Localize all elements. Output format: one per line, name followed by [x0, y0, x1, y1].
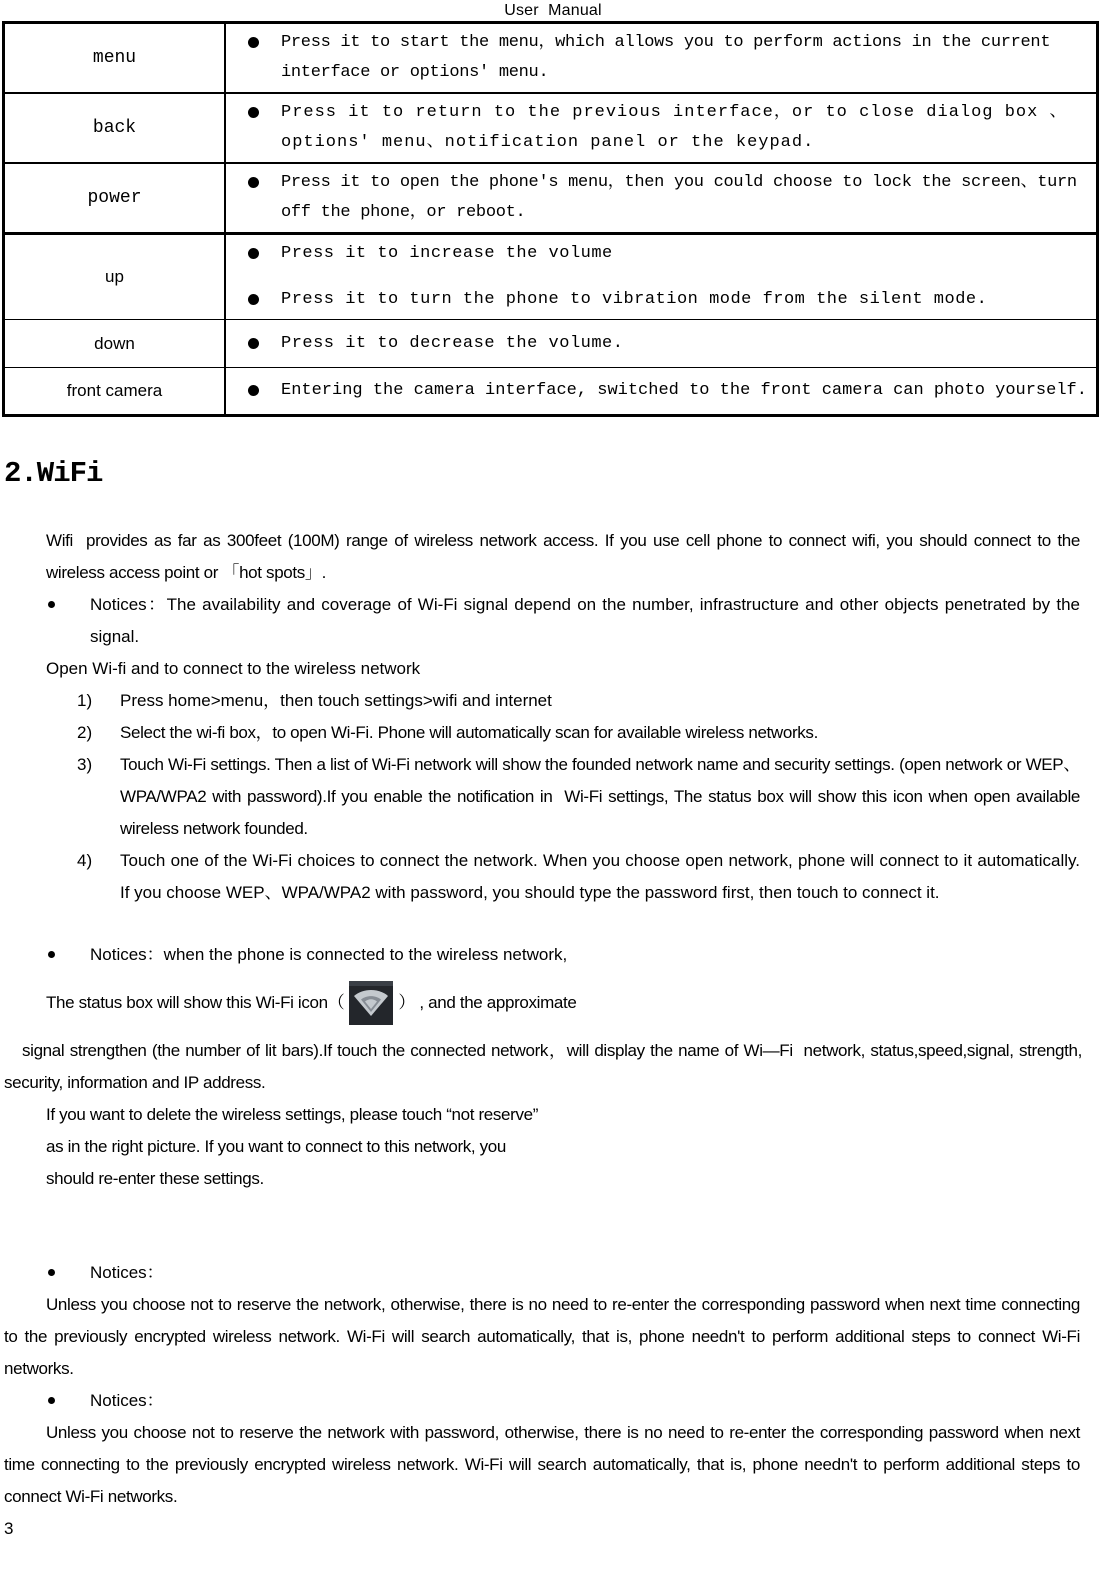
row-content [226, 320, 1096, 367]
step-text: Touch one of the Wi-Fi choices to connect the network. When you choose open network, phone will connect to it automatically. If you choose WEP、WPA/WPA2 with password, you should type the password first, then touch to connect it. [120, 851, 1085, 902]
wifi-section [0, 525, 1106, 1513]
status-icon-line [46, 977, 1106, 1029]
bullet-text: Press it to increase the volume [281, 244, 613, 263]
bullet-item [246, 285, 1088, 315]
step-item-1 [77, 685, 1080, 717]
bullet-text: Press it to open the phone's menu，then you could choose to lock the screen、turn off the phone，or reboot. [281, 173, 1087, 222]
row-content [226, 235, 1096, 319]
step-number: 4) [77, 851, 93, 870]
step-text: Select the wi-fi box，to open Wi-Fi. Phone will automatically scan for available wireless networks. [120, 723, 818, 742]
notice-reserve-password-body: Unless you choose not to reserve the network with password, otherwise, there is no need to re-enter the corresponding password when next time connecting to the previously encrypted wireless network. Wi-Fi will search automatically, that is, phone needn't to perform additional steps to connect Wi-Fi networks. [4, 1423, 1085, 1506]
notice-connected [48, 939, 1080, 971]
section-heading: 2.WiFi [4, 457, 103, 490]
bullet-icon [248, 37, 259, 48]
row-label-back: back [5, 94, 226, 162]
row-label-power: power [5, 164, 226, 232]
bullet-item [246, 168, 1088, 228]
signal-paragraph: signal strengthen (the number of lit bars).If touch the connected network，will display the name of Wi—Fi network, status,speed,signal, strength, security, information and IP address. [4, 1041, 1087, 1092]
step-text: Touch Wi-Fi settings. Then a list of Wi-Fi network will show the founded network name and security settings. (open network or WEP、WPA/WPA2 with password).If you enable the notification in Wi-Fi settings, The status box will show this icon when open available wireless network founded. [120, 755, 1085, 838]
notice-text: Notices：when the phone is connected to the wireless network, [90, 945, 568, 964]
wifi-status-icon [349, 981, 393, 1025]
row-content [226, 368, 1096, 414]
delete-settings-line: should re-enter these settings. [46, 1169, 264, 1188]
step-text: Press home>menu，then touch settings>wifi and internet [120, 691, 552, 710]
row-label-down: down [5, 320, 226, 367]
step-number: 3) [77, 755, 93, 774]
bullet-text: Press it to decrease the volume. [281, 333, 624, 353]
row-content [226, 24, 1096, 92]
notice-reserve [48, 1257, 1080, 1289]
row-label-up: up [5, 235, 226, 319]
bullet-icon [48, 951, 55, 958]
table-row-down [5, 319, 1096, 367]
delete-settings-line: If you want to delete the wireless settings, please touch “not reserve” [46, 1105, 539, 1124]
table-row-front-camera [5, 367, 1096, 414]
notice-reserve-body: Unless you choose not to reserve the network, otherwise, there is no need to re-enter the corresponding password when next time connecting to the previously encrypted wireless network. Wi-Fi will search automatically, that is, phone needn't to perform additional steps to connect Wi-Fi networks. [4, 1295, 1085, 1378]
table-row-power [5, 162, 1096, 232]
bullet-icon [248, 385, 259, 396]
step-item-2 [77, 717, 1080, 749]
hardware-keys-table [2, 21, 1099, 417]
bullet-icon [48, 1269, 55, 1276]
bullet-text: Entering the camera interface, switched to the front camera can photo yourself. [281, 381, 1087, 400]
notice-availability [48, 589, 1085, 653]
status-line-prefix: The status box will show this Wi-Fi icon（ [46, 993, 345, 1012]
bullet-item [246, 376, 1088, 406]
bullet-icon [248, 177, 259, 188]
page-header-title: User Manual [504, 2, 602, 19]
bullet-icon [248, 107, 259, 118]
table-row-up [5, 232, 1096, 319]
bullet-icon [48, 601, 55, 608]
open-wifi-line: Open Wi-fi and to connect to the wireless network [46, 659, 421, 678]
notice-reserve-password [48, 1385, 1080, 1417]
bullet-icon [48, 1397, 55, 1404]
notice-label: Notices： [90, 1391, 164, 1410]
step-item-3 [77, 749, 1085, 845]
bullet-icon [248, 248, 259, 259]
table-row-back [5, 92, 1096, 162]
bullet-item [246, 28, 1088, 88]
table-row-menu [5, 24, 1096, 92]
step-item-4 [77, 845, 1085, 909]
bullet-text: Press it to start the menu，which allows you to perform actions in the current interface or options' menu. [281, 33, 1061, 82]
bullet-item [246, 329, 1088, 359]
bullet-icon [248, 294, 259, 305]
intro-paragraph: Wifi provides as far as 300feet (100M) range of wireless network access. If you use cell phone to connect wifi, you should connect to the wireless access point or 「hot spots」. [46, 531, 1085, 582]
page-number: 3 [4, 1519, 14, 1538]
notice-label: Notices： [90, 1263, 164, 1282]
bullet-item [246, 239, 1088, 269]
status-line-suffix: ） , and the approximate [398, 993, 577, 1012]
row-content [226, 94, 1096, 162]
notice-text: Notices：The availability and coverage of Wi-Fi signal depend on the number, infrastructure and other objects penetrated by the signal. [90, 595, 1085, 646]
delete-settings-line: as in the right picture. If you want to connect to this network, you [46, 1137, 507, 1156]
step-number: 1) [77, 691, 93, 710]
bullet-item [246, 98, 1088, 158]
bullet-text: Press it to turn the phone to vibration mode from the silent mode. [281, 290, 988, 309]
bullet-icon [248, 338, 259, 349]
row-label-menu: menu [5, 24, 226, 92]
bullet-text: Press it to return to the previous interface，or to close dialog box 、options' menu、notification panel or the keypad. [281, 103, 1068, 152]
row-content [226, 164, 1096, 232]
row-label-front-camera: front camera [5, 368, 226, 414]
step-number: 2) [77, 723, 93, 742]
